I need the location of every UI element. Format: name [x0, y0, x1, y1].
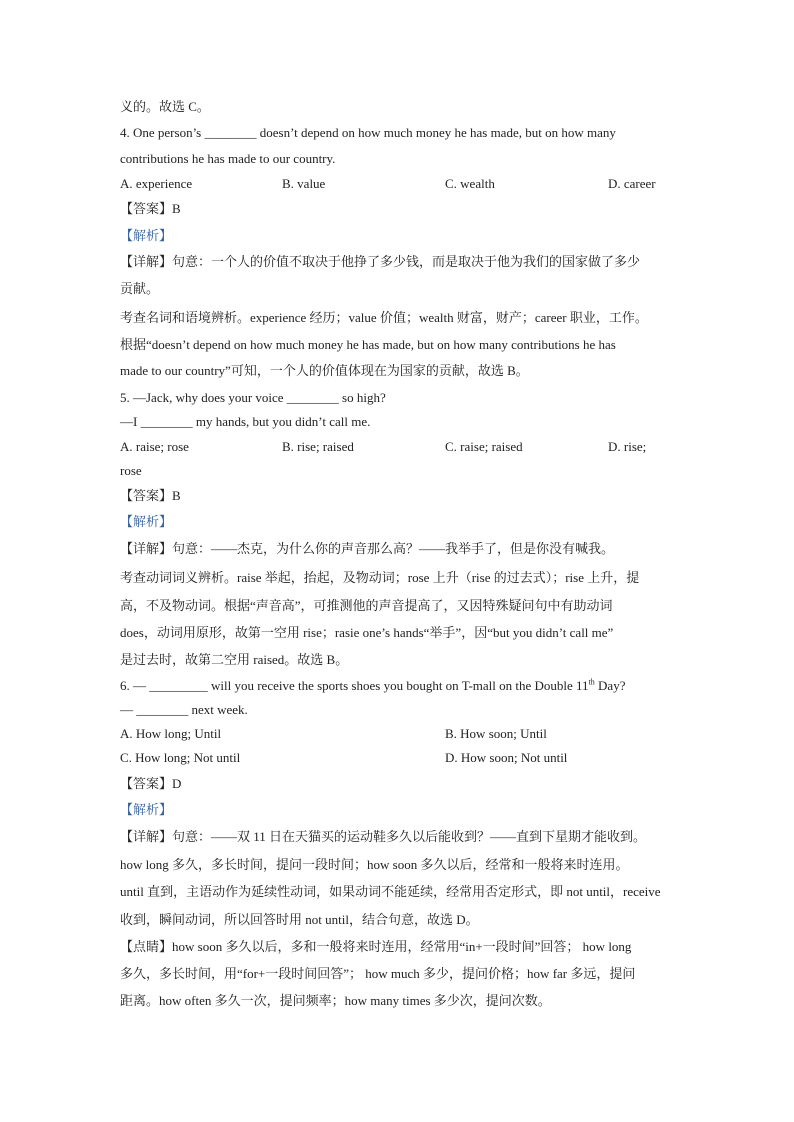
question-5-stem: 5. —Jack, why does your voice ________ so high?	[120, 390, 386, 405]
q5-option-d: D. rise;	[608, 439, 647, 454]
q6-detail-4: 收到，瞬间动词，所以回答时用 not until，结合句意，故选 D。	[120, 912, 479, 927]
q4-detail-1: 【详解】句意：一个人的价值不取决于他挣了多少钱，而是取决于他为我们的国家做了多少	[120, 254, 641, 269]
q5-option-a: A. raise; rose	[120, 439, 189, 454]
q6-stem-text: 6. — _________ will you receive the sports shoes you bought on T-mall on the Double 11	[120, 678, 589, 693]
q5-option-d-cont: rose	[120, 463, 142, 478]
q6-note-2: 多久，多长时间，用“for+一段时间回答”； how much 多少，提问价格；how far 多远，提问	[120, 966, 636, 981]
q5-option-b: B. rise; raised	[282, 439, 354, 454]
q5-detail-3: 高，不及物动词。根据“声音高”，可推测他的声音提高了，又因特殊疑问句中有助动词	[120, 598, 613, 613]
q6-option-c: C. How long; Not until	[120, 750, 241, 765]
q5-answer: 【答案】B	[120, 488, 181, 503]
question-6-stem-cont: — ________ next week.	[120, 702, 248, 717]
q6-stem-sup: th	[588, 677, 595, 687]
q5-detail-2: 考查动词词义辨析。raise 举起，抬起，及物动词；rose 上升（rise 的过去式）；rise 上升，提	[120, 570, 640, 585]
text-line: 义的。故选 C。	[120, 99, 210, 114]
q5-analysis-label: 【解析】	[120, 514, 173, 529]
q4-option-d: D. career	[608, 176, 656, 191]
q4-detail-2: 贡献。	[120, 281, 160, 296]
q5-detail-1: 【详解】句意：——杰克，为什么你的声音那么高？——我举手了，但是你没有喊我。	[120, 541, 615, 556]
q6-note-3: 距离。how often 多久一次，提问频率；how many times 多少次，提问次数。	[120, 993, 551, 1008]
question-4-stem-cont: contributions he has made to our country.	[120, 151, 336, 166]
question-6-stem	[120, 678, 625, 694]
q6-option-b: B. How soon; Until	[445, 726, 547, 741]
q4-detail-5: made to our country”可知，一个人的价值体现在为国家的贡献，故选 B。	[120, 363, 529, 378]
q4-detail-4: 根据“doesn’t depend on how much money he has made, but on how many contributions he has	[120, 337, 616, 352]
q6-stem-tail: Day?	[594, 678, 626, 693]
q6-detail-2: how long 多久，多长时间，提问一段时间；how soon 多久以后，经常和一般将来时连用。	[120, 857, 629, 872]
q4-answer: 【答案】B	[120, 201, 181, 216]
q6-detail-3: until 直到，主语动作为延续性动词，如果动词不能延续，经常用否定形式，即 not until，receive	[120, 884, 661, 899]
q4-detail-3: 考查名词和语境辨析。experience 经历；value 价值；wealth 财富，财产；career 职业，工作。	[120, 310, 648, 325]
q5-detail-5: 是过去时，故第二空用 raised。故选 B。	[120, 652, 349, 667]
q5-detail-4: does，动词用原形，故第一空用 rise；rasie one’s hands“举手”，因“but you didn’t call me”	[120, 625, 614, 640]
q6-option-a: A. How long; Until	[120, 726, 222, 741]
q4-option-b: B. value	[282, 176, 326, 191]
q6-answer: 【答案】D	[120, 776, 182, 791]
question-4-stem: 4. One person’s ________ doesn’t depend on how much money he has made, but on how many	[120, 125, 616, 140]
q6-option-d: D. How soon; Not until	[445, 750, 568, 765]
q4-option-c: C. wealth	[445, 176, 495, 191]
q6-detail-1: 【详解】句意：——双 11 日在天猫买的运动鞋多久以后能收到？——直到下星期才能收到。	[120, 829, 647, 844]
q5-option-c: C. raise; raised	[445, 439, 523, 454]
q6-analysis-label: 【解析】	[120, 802, 173, 817]
question-5-stem-cont: —I ________ my hands, but you didn’t call me.	[120, 414, 371, 429]
q6-note-1: 【点睛】how soon 多久以后，多和一般将来时连用，经常用“in+一段时间”回答； how long	[120, 939, 632, 954]
q4-option-a: A. experience	[120, 176, 193, 191]
q4-analysis-label: 【解析】	[120, 228, 173, 243]
